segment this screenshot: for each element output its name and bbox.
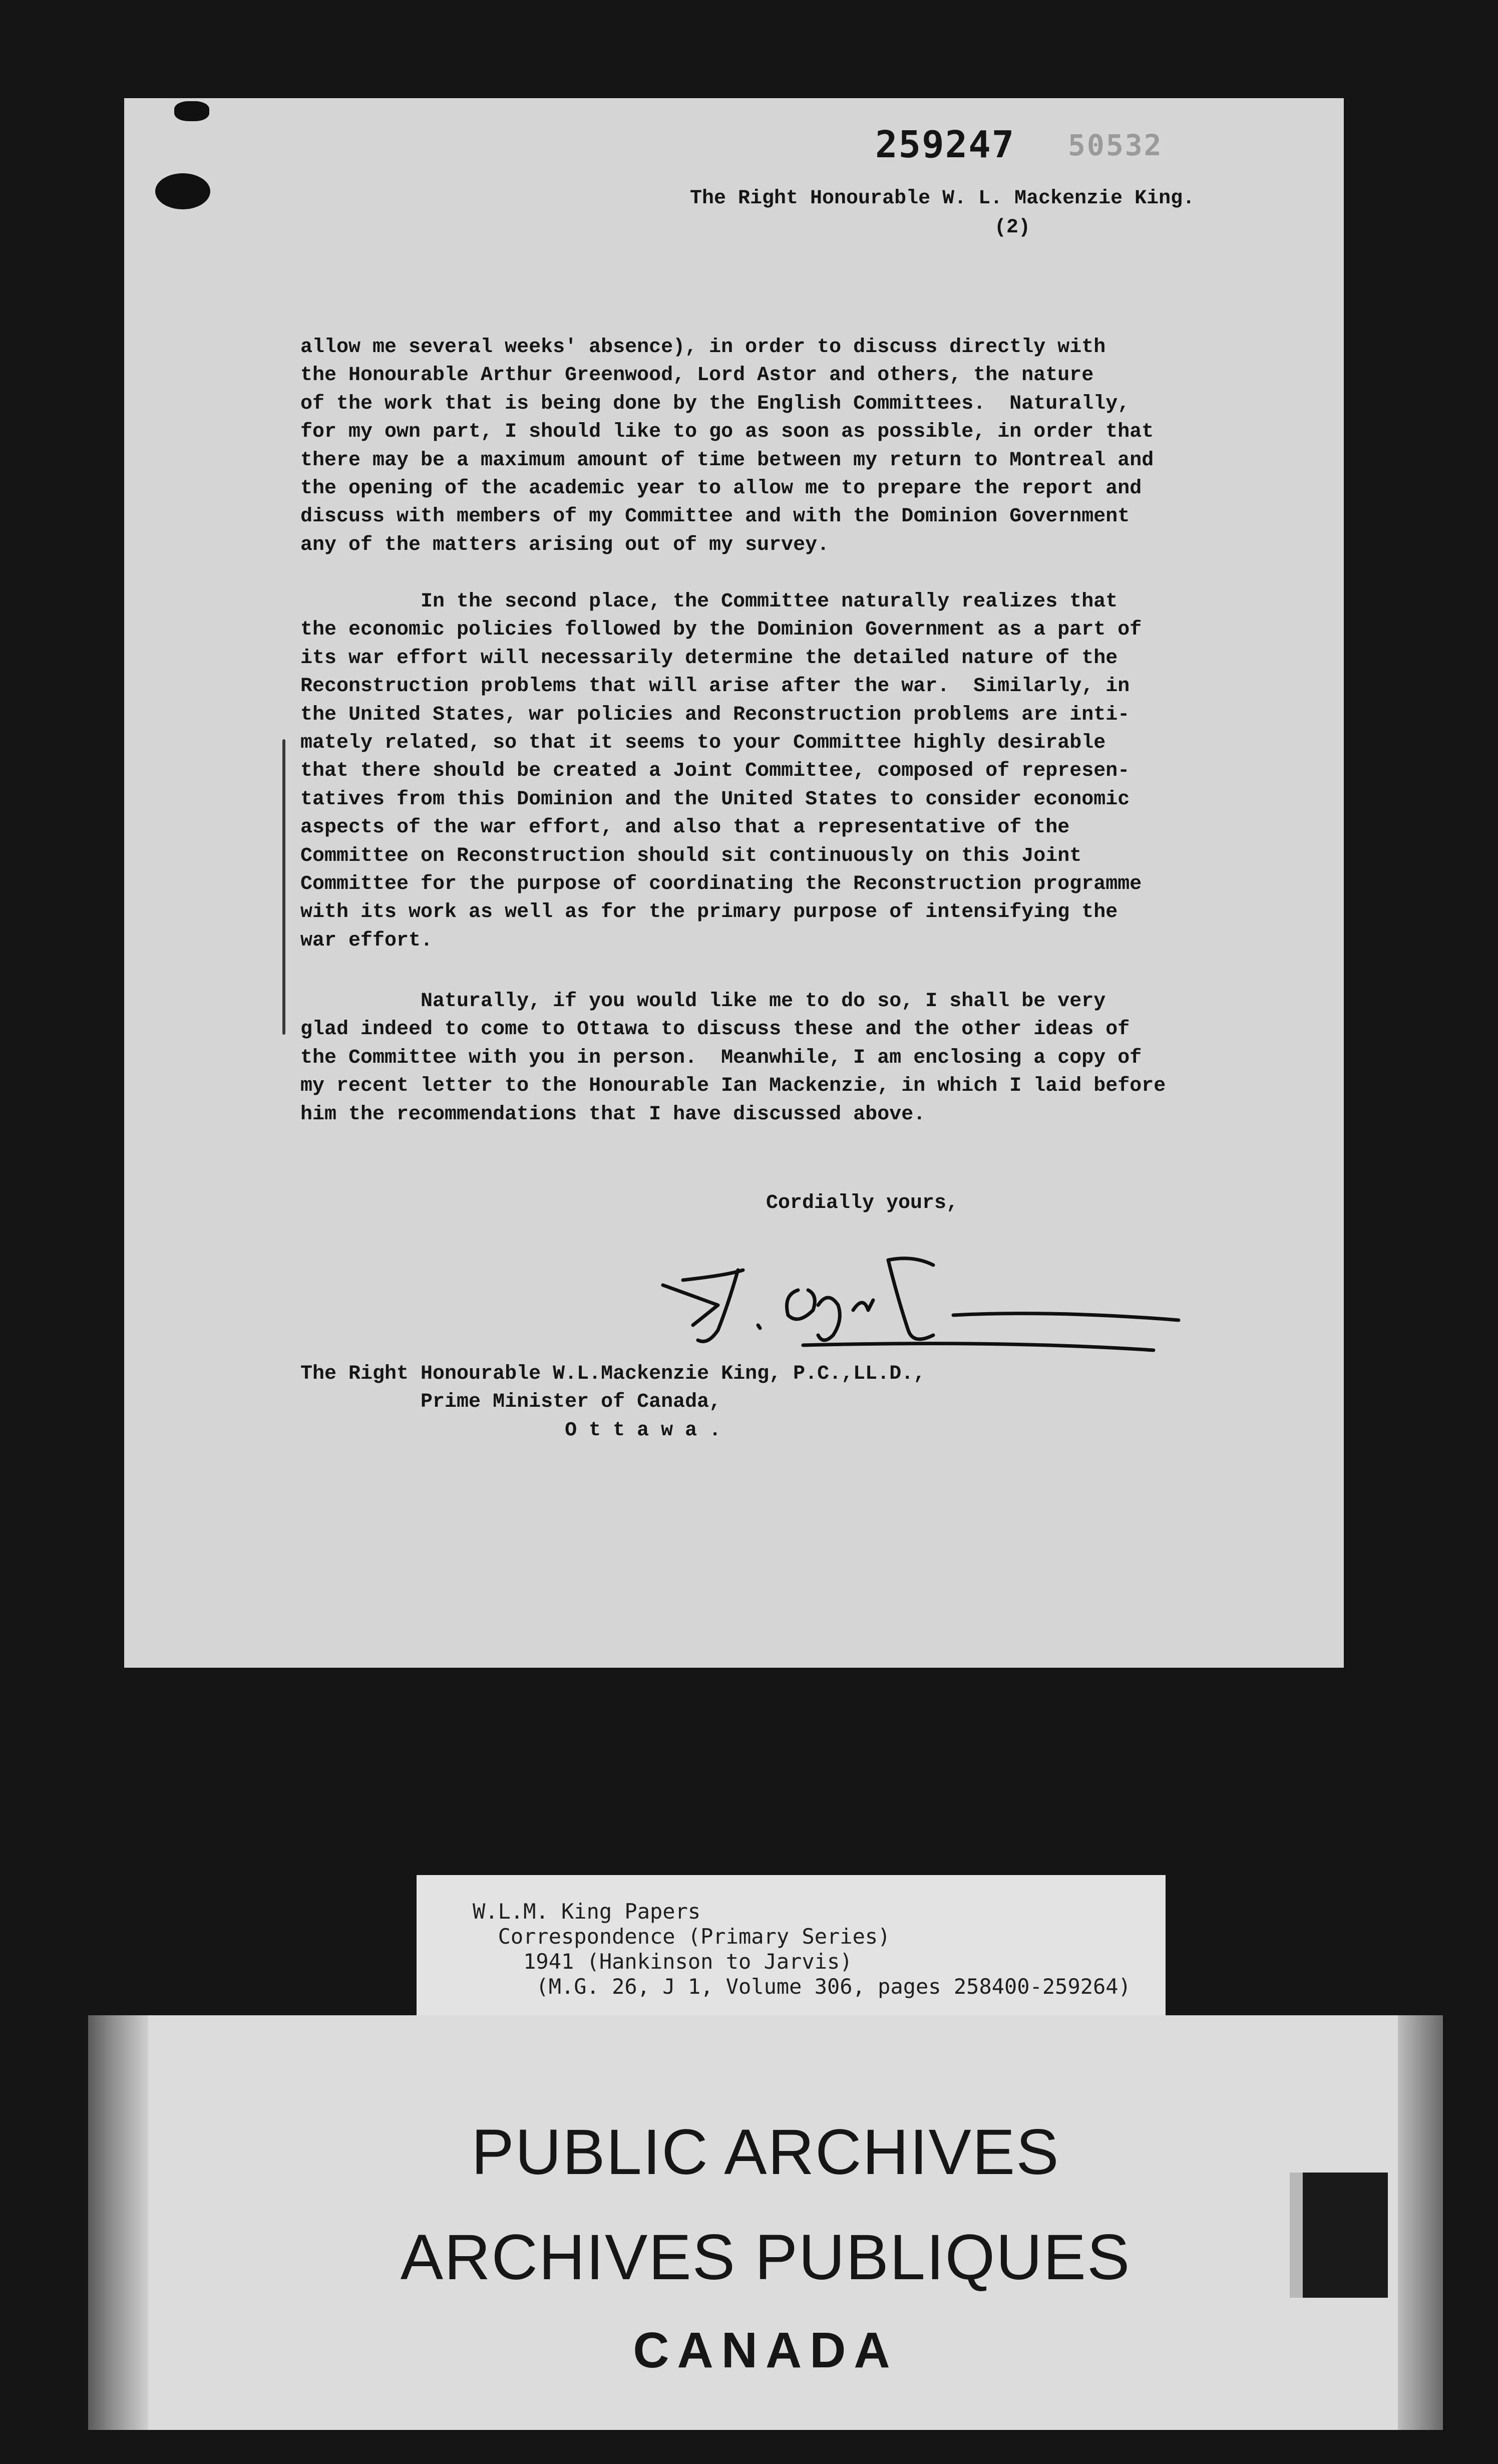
- letter-page: [124, 98, 1344, 1668]
- archives-line-english: PUBLIC ARCHIVES: [471, 2116, 1060, 2188]
- archives-line-country: CANADA: [633, 2322, 898, 2378]
- letter-header-addressee: The Right Honourable W. L. Mackenzie King.: [690, 187, 1195, 210]
- letter-paragraph-2: In the second place, the Committee naturally realizes that the economic policies followed by the Dominion Government as a part of its war effort will necessarily determine the detailed nature of the Reconstruction problems that will arise after the war. Similarly, in the United States, war policies and Reconstruction problems are inti- mately related, so that it seems to your Committee highly desirable that there should be created a Joint Committee, composed of represen- tatives from this Dominion and the United States to consider economic aspects of the war effort, and also that a representative of the Committee on Reconstruction should sit continuously on this Joint Committee for the purpose of coordinating the Reconstruction programme with its work as well as for the primary purpose of intensifying the war effort.: [300, 590, 1142, 952]
- archives-line-french: ARCHIVES PUBLIQUES: [400, 2222, 1131, 2293]
- document-number: 259247: [875, 123, 1015, 166]
- margin-pencil-mark: [282, 739, 285, 1035]
- finding-aid-text: W.L.M. King Papers Correspondence (Primary Series) 1941 (Hankinson to Jarvis) (M.G. 26, J 1, Volume 306, pages 258400-259264): [473, 1899, 1131, 1999]
- letter-paragraph-1: allow me several weeks' absence), in order to discuss directly with the Honourable Arthur Greenwood, Lord Astor and others, the nature of the work that is being done by the English Committees. Naturally, for my own part, I should like to go as soon as possible, in order that there may be a maximum amount of time between my return to Montreal and the opening of the academic year to allow me to prepare the report and discuss with members of my Committee and with the Dominion Government any of the matters arising out of my survey.: [300, 336, 1154, 556]
- letter-closing: Cordially yours,: [766, 1192, 959, 1214]
- letter-page-number: (2): [994, 216, 1031, 239]
- letter-address-block: The Right Honourable W.L.Mackenzie King, P.C.,LL.D., Prime Minister of Canada, O t t a w a .: [300, 1363, 926, 1442]
- handwritten-signature: [653, 1250, 1204, 1360]
- ink-blot: [155, 173, 210, 209]
- finding-aid-label: [417, 1875, 1166, 2023]
- archives-label: [88, 2015, 1443, 2430]
- old-document-number: 50532: [1068, 128, 1163, 162]
- letter-paragraph-3: Naturally, if you would like me to do so, I shall be very glad indeed to come to Ottawa to discuss these and the other ideas of the Committee with you in person. Meanwhile, I am enclosing a copy of my recent letter to the Honourable Ian Mackenzie, in which I laid before him the recommendations that I have discussed above.: [300, 990, 1166, 1126]
- ink-blot-small: [174, 101, 209, 121]
